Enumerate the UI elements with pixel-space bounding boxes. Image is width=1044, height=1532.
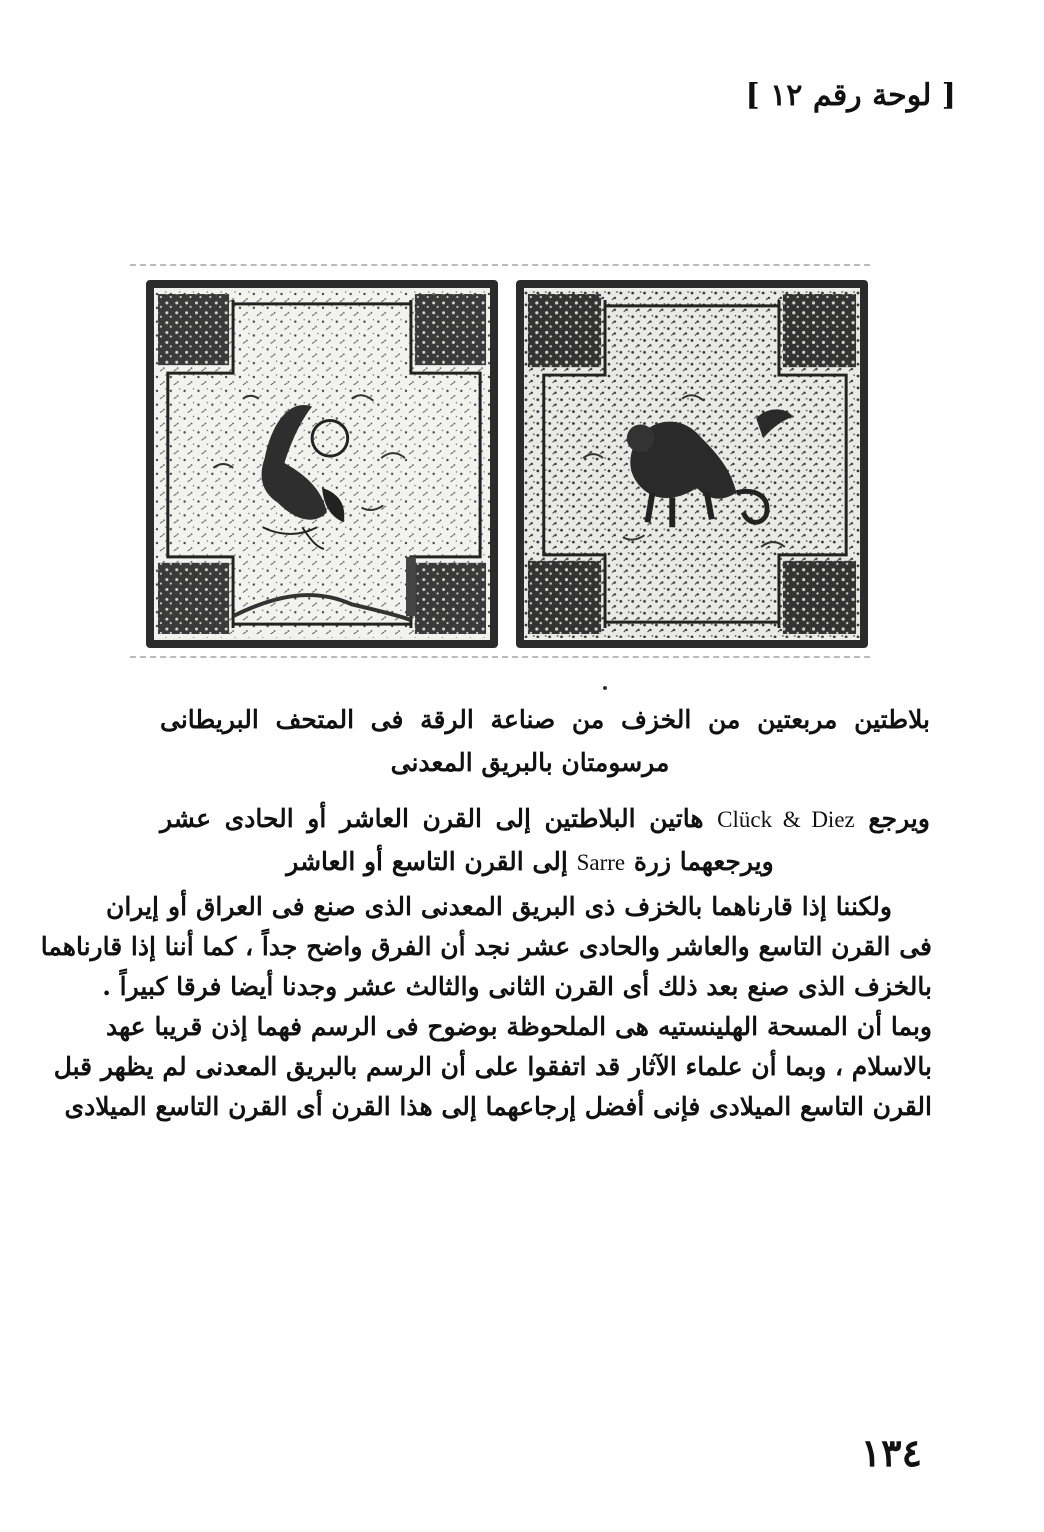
caption-text: ويرجع	[868, 804, 930, 833]
body-line: بالاسلام ، وبما أن علماء الآثار قد اتفقوا على أن الرسم بالبريق المعدنى لم يظهر قبل	[53, 1052, 932, 1081]
figure-top-edge	[130, 264, 870, 266]
tile-right-lion	[516, 280, 868, 648]
tile-photograph	[130, 262, 870, 662]
tile-left-bird	[146, 280, 498, 648]
caption-attribution-gluck-diez	[160, 799, 930, 840]
print-speck	[603, 686, 607, 690]
caption-text: ويرجعهما زرة	[633, 847, 774, 876]
figure-bottom-edge	[130, 656, 870, 658]
body-line: بالخزف الذى صنع بعد ذلك أى القرن الثانى والثالث عشر وجدنا أيضا فرقا كبيراً .	[102, 972, 932, 1001]
caption-title-line: بلاطتين مربعتين من الخزف من صناعة الرقة فى المتحف البريطانى	[160, 705, 930, 734]
caption-text: إلى القرن التاسع أو العاشر	[286, 847, 568, 876]
body-line: ولكننا إذا قارناهما بالخزف ذى البريق المعدنى الذى صنع فى العراق أو إيران	[106, 892, 892, 921]
body-line: القرن التاسع الميلادى فإنى أفضل إرجاعهما إلى هذا القرن أى القرن التاسع الميلادى	[64, 1092, 932, 1121]
body-line: فى القرن التاسع والعاشر والحادى عشر نجد أن الفرق واضح جداً ، كما أننا إذا قارناهما	[40, 932, 932, 961]
page-number: ١٣٤	[860, 1430, 922, 1475]
body-paragraph	[40, 887, 932, 1127]
lion-tile-image	[524, 288, 860, 640]
author-name-latin: Clück & Diez	[717, 807, 855, 832]
caption-subtitle-line: مرسومتان بالبريق المعدنى	[390, 748, 670, 777]
caption-attribution-sarre	[130, 842, 930, 883]
caption-text: هاتين البلاطتين إلى القرن العاشر أو الحادى عشر	[160, 804, 704, 833]
bird-tile-image	[154, 288, 490, 640]
plate-label: [ لوحة رقم ١٢ ]	[745, 78, 956, 113]
author-name-latin: Sarre	[576, 850, 626, 875]
body-line: وبما أن المسحة الهلينستيه هى الملحوظة بوضوح فى الرسم فهما إذن قريبا عهد	[106, 1012, 932, 1041]
